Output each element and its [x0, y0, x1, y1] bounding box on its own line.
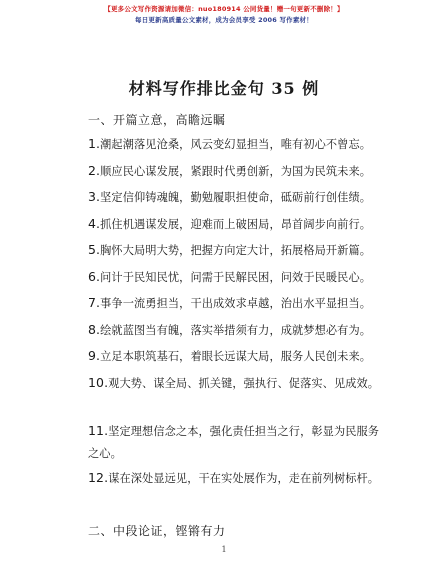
- banner-line-1: 【更多公文写作资源请加微信：nuo180914 公同货量！赠一句更新不删除！】: [104, 5, 344, 13]
- item-number: 10.: [88, 375, 109, 390]
- section-heading-2: 二、中段论证，铿锵有力: [88, 524, 226, 538]
- item-text: 绘就蓝图当有魄，落实举措须有力，成就梦想必有为。: [100, 324, 372, 337]
- item-number: 6.: [88, 269, 101, 284]
- item-text: 胸怀大局明大势，把握方向定大计，拓展格局开新篇。: [100, 244, 372, 257]
- banner-line-2: 每日更新高质量公文素材，成为会员享受 2006 写作素材！: [135, 16, 313, 24]
- item-text: 事争一流勇担当，干出成效求卓越，治出水平显担当。: [100, 297, 372, 310]
- item-text: 潮起潮落见沧桑，风云变幻显担当，唯有初心不曾忘。: [100, 138, 372, 151]
- promo-banner: [0, 4, 448, 26]
- item-text: 抓住机遇谋发展，迎难而上破困局，昂首阔步向前行。: [100, 218, 372, 231]
- list-item-9: [88, 345, 380, 368]
- item-text: 顺应民心谋发展，紧跟时代勇创新，为国为民筑未来。: [100, 165, 372, 178]
- list-item-6: [88, 266, 380, 289]
- list-item-3: [88, 186, 380, 209]
- list-item-5: [88, 239, 380, 262]
- list-item-10: [88, 372, 380, 395]
- item-text: 坚定信仰铸魂魄，勤勉履职担使命，砥砺前行创佳绩。: [100, 191, 372, 204]
- list-item-4: [88, 213, 380, 236]
- item-text: 问计于民知民忧，问需于民解民困，问效于民暖民心。: [100, 271, 372, 284]
- section-heading-1: 一、开篇立意，高瞻远瞩: [88, 113, 226, 127]
- list-item-12: [88, 467, 380, 490]
- item-number: 5.: [88, 242, 101, 257]
- item-text: 立足本职筑基石，着眼长远谋大局，服务人民创未来。: [100, 350, 372, 363]
- list-item-1: [88, 133, 380, 156]
- item-text: 谋在深处显远见，干在实处展作为，走在前列树标杆。: [108, 472, 380, 485]
- list-item-7: [88, 292, 380, 315]
- item-number: 8.: [88, 322, 101, 337]
- list-item-8: [88, 319, 380, 342]
- item-number: 4.: [88, 216, 101, 231]
- item-text: 观大势、谋全局、抓关键，强执行、促落实、见成效。: [108, 377, 380, 390]
- item-number: 11.: [88, 423, 109, 438]
- list-item-2: [88, 160, 380, 183]
- item-number: 12.: [88, 470, 109, 485]
- item-text: 坚定理想信念之本，强化责任担当之行，彰显为民服务之心。: [88, 425, 380, 460]
- page-number: 1: [221, 545, 227, 554]
- document-title: 材料写作排比金句 35 例: [128, 79, 320, 98]
- item-number: 9.: [88, 348, 101, 363]
- item-number: 3.: [88, 189, 101, 204]
- item-number: 1.: [88, 136, 101, 151]
- item-number: 7.: [88, 295, 101, 310]
- list-item-11: [88, 420, 380, 465]
- item-number: 2.: [88, 163, 101, 178]
